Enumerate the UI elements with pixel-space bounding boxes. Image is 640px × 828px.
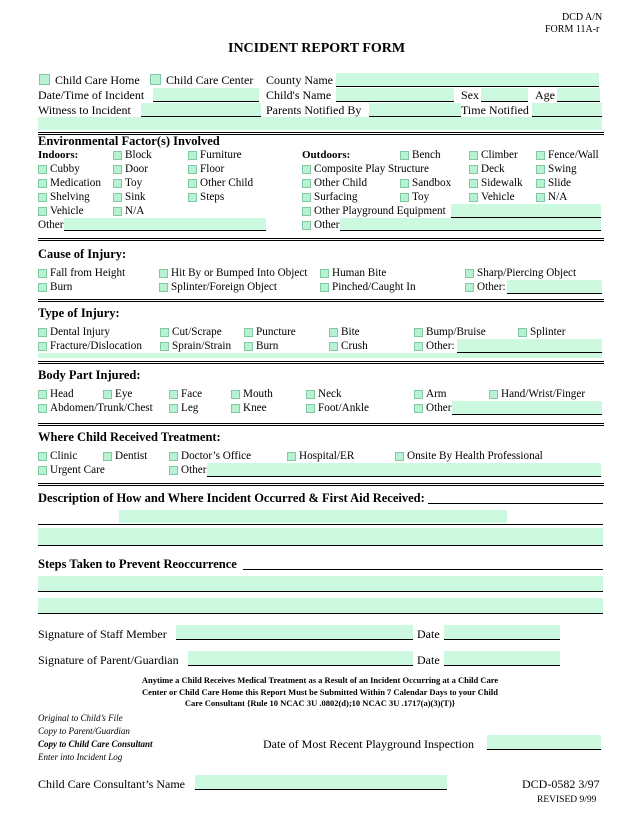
form-code: DCD A/N — [562, 12, 603, 23]
outdoor-toy-checkbox[interactable] — [400, 193, 409, 202]
doctor-label: Doctor’s Office — [181, 450, 252, 462]
fall-label: Fall from Height — [50, 267, 126, 279]
time-notified-label: Time Notified — [461, 103, 529, 117]
crush-label: Crush — [341, 340, 368, 352]
description-line-2[interactable] — [38, 524, 603, 525]
type-extra-field[interactable] — [38, 353, 602, 358]
staff-signature-field[interactable] — [176, 625, 413, 640]
type-other-label: Other: — [426, 340, 455, 352]
clinic-checkbox[interactable] — [38, 452, 47, 461]
toy-checkbox[interactable] — [113, 179, 122, 188]
dentist-checkbox[interactable] — [103, 452, 112, 461]
date-time-label: Date/Time of Incident — [38, 88, 145, 102]
description-field-1[interactable] — [119, 510, 507, 523]
climber-label: Climber — [481, 149, 518, 161]
steps-checkbox[interactable] — [188, 193, 197, 202]
eye-checkbox[interactable] — [103, 390, 112, 399]
revised-date: REVISED 9/99 — [537, 795, 597, 805]
shelving-checkbox[interactable] — [38, 193, 47, 202]
witness-field[interactable] — [141, 103, 261, 117]
leg-checkbox[interactable] — [169, 404, 178, 413]
clinic-label: Clinic — [50, 450, 78, 462]
parent-date-label: Date — [417, 653, 440, 667]
splinter-foreign-label: Splinter/Foreign Object — [171, 281, 277, 293]
steps-line-1[interactable] — [243, 569, 603, 570]
bench-checkbox[interactable] — [400, 151, 409, 160]
sandbox-checkbox[interactable] — [400, 179, 409, 188]
cause-heading: Cause of Injury: — [38, 247, 127, 261]
sidewalk-checkbox[interactable] — [469, 179, 478, 188]
crush-checkbox[interactable] — [329, 342, 338, 351]
section-divider — [38, 361, 604, 364]
outdoor-other-child-checkbox[interactable] — [302, 179, 311, 188]
surfacing-checkbox[interactable] — [302, 193, 311, 202]
treatment-other-label: Other — [181, 464, 207, 476]
child-care-center-label: Child Care Center — [166, 73, 254, 87]
hit-checkbox[interactable] — [159, 269, 168, 278]
type-heading: Type of Injury: — [38, 306, 120, 320]
sex-label: Sex — [461, 88, 479, 102]
abdomen-label: Abdomen/Trunk/Chest — [50, 402, 153, 414]
section-divider — [38, 483, 604, 486]
cut-checkbox[interactable] — [160, 328, 169, 337]
face-label: Face — [181, 388, 203, 400]
notice-line-3: Care Consultant {Rule 10 NCAC 3U .0802(d);10 NCAC 3U .1717(a)(3)(T)} — [184, 698, 456, 708]
other-child-checkbox[interactable] — [188, 179, 197, 188]
foot-checkbox[interactable] — [306, 404, 315, 413]
bite-type-label: Bite — [341, 326, 360, 338]
furniture-checkbox[interactable] — [188, 151, 197, 160]
childs-name-field[interactable] — [336, 88, 454, 102]
cause-other-field[interactable] — [507, 280, 602, 294]
onsite-label: Onsite By Health Professional — [407, 450, 543, 462]
sidewalk-label: Sidewalk — [481, 177, 523, 189]
bump-label: Bump/Bruise — [426, 326, 486, 338]
body-other-checkbox[interactable] — [414, 404, 423, 413]
sex-field[interactable] — [481, 88, 528, 102]
notice-line-2: Center or Child Care Home this Report Must be Submitted Within 7 Calendar Days to your Child — [142, 686, 498, 697]
steps-label: Steps — [200, 191, 225, 203]
staff-date-label: Date — [417, 627, 440, 641]
dental-checkbox[interactable] — [38, 328, 47, 337]
cubby-checkbox[interactable] — [38, 165, 47, 174]
floor-checkbox[interactable] — [188, 165, 197, 174]
composite-label: Composite Play Structure — [314, 163, 429, 175]
eye-label: Eye — [115, 388, 133, 400]
outdoor-vehicle-label: Vehicle — [481, 191, 515, 203]
form-code-footer: DCD-0582 3/97 — [522, 777, 600, 791]
indoor-other-label: Other — [38, 219, 64, 231]
other-playground-checkbox[interactable] — [302, 207, 311, 216]
parents-notified-label: Parents Notified By — [266, 103, 362, 117]
sink-checkbox[interactable] — [113, 193, 122, 202]
witness-label: Witness to Incident — [38, 103, 131, 117]
description-heading: Description of How and Where Incident Occurred & First Aid Received: — [38, 491, 425, 505]
leg-label: Leg — [181, 402, 199, 414]
pinched-checkbox[interactable] — [320, 283, 329, 292]
sharp-label: Sharp/Piercing Object — [477, 267, 577, 279]
fall-checkbox[interactable] — [38, 269, 47, 278]
consultant-name-label: Child Care Consultant’s Name — [38, 777, 185, 791]
treatment-other-checkbox[interactable] — [169, 466, 178, 475]
other-playground-label: Other Playground Equipment — [314, 205, 446, 217]
bump-checkbox[interactable] — [414, 328, 423, 337]
cause-other-label: Other: — [477, 281, 506, 293]
copy-consultant-note: Copy to Child Care Consultant — [38, 739, 153, 749]
neck-checkbox[interactable] — [306, 390, 315, 399]
bite-type-checkbox[interactable] — [329, 328, 338, 337]
dentist-label: Dentist — [115, 450, 148, 462]
furniture-label: Furniture — [200, 149, 242, 161]
notice-line-1: Anytime a Child Receives Medical Treatment as a Result of an Incident Occurring at a Child Care — [141, 675, 499, 685]
burn-cause-checkbox[interactable] — [38, 283, 47, 292]
description-line-1[interactable] — [428, 503, 603, 504]
page-title: INCIDENT REPORT FORM — [228, 41, 406, 56]
climber-checkbox[interactable] — [469, 151, 478, 160]
vehicle-label: Vehicle — [50, 205, 84, 217]
env-heading: Environmental Factor(s) Involved — [38, 134, 220, 148]
hand-label: Hand/Wrist/Finger — [501, 388, 586, 400]
splinter-type-label: Splinter — [530, 326, 566, 338]
sink-label: Sink — [125, 191, 146, 203]
cause-other-checkbox[interactable] — [465, 283, 474, 292]
outdoor-na-checkbox[interactable] — [536, 193, 545, 202]
urgent-checkbox[interactable] — [38, 466, 47, 475]
treatment-other-field[interactable] — [207, 463, 601, 477]
cut-label: Cut/Scrape — [172, 326, 222, 338]
knee-label: Knee — [243, 402, 267, 414]
parent-signature-field[interactable] — [188, 651, 413, 666]
outdoor-other-field[interactable] — [340, 218, 601, 231]
bite-cause-label: Human Bite — [332, 267, 387, 279]
top-extra-field[interactable] — [38, 117, 602, 130]
mouth-checkbox[interactable] — [231, 390, 240, 399]
head-checkbox[interactable] — [38, 390, 47, 399]
splinter-foreign-checkbox[interactable] — [159, 283, 168, 292]
child-care-home-checkbox[interactable] — [39, 74, 50, 85]
na-label: N/A — [125, 205, 145, 217]
block-label: Block — [125, 149, 152, 161]
time-notified-field[interactable] — [532, 103, 602, 117]
dental-label: Dental Injury — [50, 326, 110, 338]
section-divider — [38, 423, 604, 426]
county-name-label: County Name — [266, 73, 333, 87]
slide-label: Slide — [548, 177, 571, 189]
head-label: Head — [50, 388, 74, 400]
medication-label: Medication — [50, 177, 101, 189]
burn-type-checkbox[interactable] — [244, 342, 253, 351]
steps-field-1[interactable] — [38, 576, 603, 592]
consultant-name-field[interactable] — [195, 775, 447, 790]
foot-label: Foot/Ankle — [318, 402, 369, 414]
enter-log-note: Enter into Incident Log — [38, 752, 123, 762]
mouth-label: Mouth — [243, 388, 273, 400]
fence-wall-label: Fence/Wall — [548, 149, 599, 161]
shelving-label: Shelving — [50, 191, 90, 203]
child-care-home-label: Child Care Home — [55, 73, 140, 87]
child-care-center-checkbox[interactable] — [150, 74, 161, 85]
sharp-checkbox[interactable] — [465, 269, 474, 278]
neck-label: Neck — [318, 388, 342, 400]
knee-checkbox[interactable] — [231, 404, 240, 413]
submission-notice — [110, 675, 530, 710]
pinched-label: Pinched/Caught In — [332, 281, 416, 293]
abdomen-checkbox[interactable] — [38, 404, 47, 413]
indoor-other-field[interactable] — [64, 218, 266, 231]
playground-inspection-field[interactable] — [487, 735, 601, 750]
medication-checkbox[interactable] — [38, 179, 47, 188]
indoors-label: Indoors: — [38, 149, 79, 161]
other-playground-field[interactable] — [451, 204, 601, 218]
form-number: FORM 11A-r — [545, 24, 600, 35]
door-label: Door — [125, 163, 148, 175]
burn-type-label: Burn — [256, 340, 279, 352]
burn-cause-label: Burn — [50, 281, 73, 293]
type-other-checkbox[interactable] — [414, 342, 423, 351]
face-checkbox[interactable] — [169, 390, 178, 399]
treatment-heading: Where Child Received Treatment: — [38, 430, 221, 444]
steps-field-2[interactable] — [38, 598, 603, 614]
section-divider — [38, 238, 604, 241]
hospital-checkbox[interactable] — [287, 452, 296, 461]
outdoor-other-label: Other — [314, 219, 340, 231]
splinter-type-checkbox[interactable] — [518, 328, 527, 337]
na-checkbox[interactable] — [113, 207, 122, 216]
surfacing-label: Surfacing — [314, 191, 358, 203]
age-field[interactable] — [557, 88, 600, 102]
vehicle-checkbox[interactable] — [38, 207, 47, 216]
copy-parent-note: Copy to Parent/Guardian — [38, 726, 130, 736]
toy-label: Toy — [125, 177, 143, 189]
parent-date-field[interactable] — [444, 651, 560, 666]
outdoor-other-checkbox[interactable] — [302, 221, 311, 230]
bench-label: Bench — [412, 149, 441, 161]
sandbox-label: Sandbox — [412, 177, 452, 189]
section-divider — [38, 299, 604, 302]
swing-label: Swing — [548, 163, 577, 175]
fracture-label: Fracture/Dislocation — [50, 340, 142, 352]
outdoor-other-child-label: Other Child — [314, 177, 368, 189]
urgent-label: Urgent Care — [50, 464, 105, 476]
swing-checkbox[interactable] — [536, 165, 545, 174]
deck-label: Deck — [481, 163, 505, 175]
description-field-2[interactable] — [38, 528, 603, 546]
fracture-checkbox[interactable] — [38, 342, 47, 351]
doctor-checkbox[interactable] — [169, 452, 178, 461]
childs-name-label: Child's Name — [266, 88, 332, 102]
body-heading: Body Part Injured: — [38, 368, 141, 382]
outdoor-vehicle-checkbox[interactable] — [469, 193, 478, 202]
floor-label: Floor — [200, 163, 225, 175]
outdoors-label: Outdoors: — [302, 149, 351, 161]
block-checkbox[interactable] — [113, 151, 122, 160]
cubby-label: Cubby — [50, 163, 80, 175]
composite-checkbox[interactable] — [302, 165, 311, 174]
arm-label: Arm — [426, 388, 447, 400]
door-checkbox[interactable] — [113, 165, 122, 174]
slide-checkbox[interactable] — [536, 179, 545, 188]
original-note: Original to Child’s File — [38, 713, 123, 723]
hospital-label: Hospital/ER — [299, 450, 355, 462]
age-label: Age — [535, 88, 555, 102]
hand-checkbox[interactable] — [489, 390, 498, 399]
bite-cause-checkbox[interactable] — [320, 269, 329, 278]
playground-inspection-label: Date of Most Recent Playground Inspection — [263, 737, 474, 751]
deck-checkbox[interactable] — [469, 165, 478, 174]
steps-heading: Steps Taken to Prevent Reoccurrence — [38, 557, 237, 571]
onsite-checkbox[interactable] — [395, 452, 404, 461]
staff-signature-label: Signature of Staff Member — [38, 627, 167, 641]
outdoor-na-label: N/A — [548, 191, 568, 203]
body-other-field[interactable] — [452, 401, 602, 415]
puncture-checkbox[interactable] — [244, 328, 253, 337]
hit-label: Hit By or Bumped Into Object — [171, 267, 308, 279]
parents-notified-field[interactable] — [369, 103, 461, 117]
puncture-label: Puncture — [256, 326, 296, 338]
sprain-checkbox[interactable] — [160, 342, 169, 351]
staff-date-field[interactable] — [444, 625, 560, 640]
fence-wall-checkbox[interactable] — [536, 151, 545, 160]
date-time-field[interactable] — [153, 88, 259, 102]
county-name-field[interactable] — [336, 73, 599, 87]
other-child-label: Other Child — [200, 177, 254, 189]
sprain-label: Sprain/Strain — [172, 340, 232, 352]
parent-signature-label: Signature of Parent/Guardian — [38, 653, 179, 667]
type-other-field[interactable] — [457, 339, 602, 353]
body-other-label: Other — [426, 402, 452, 414]
arm-checkbox[interactable] — [414, 390, 423, 399]
outdoor-toy-label: Toy — [412, 191, 430, 203]
